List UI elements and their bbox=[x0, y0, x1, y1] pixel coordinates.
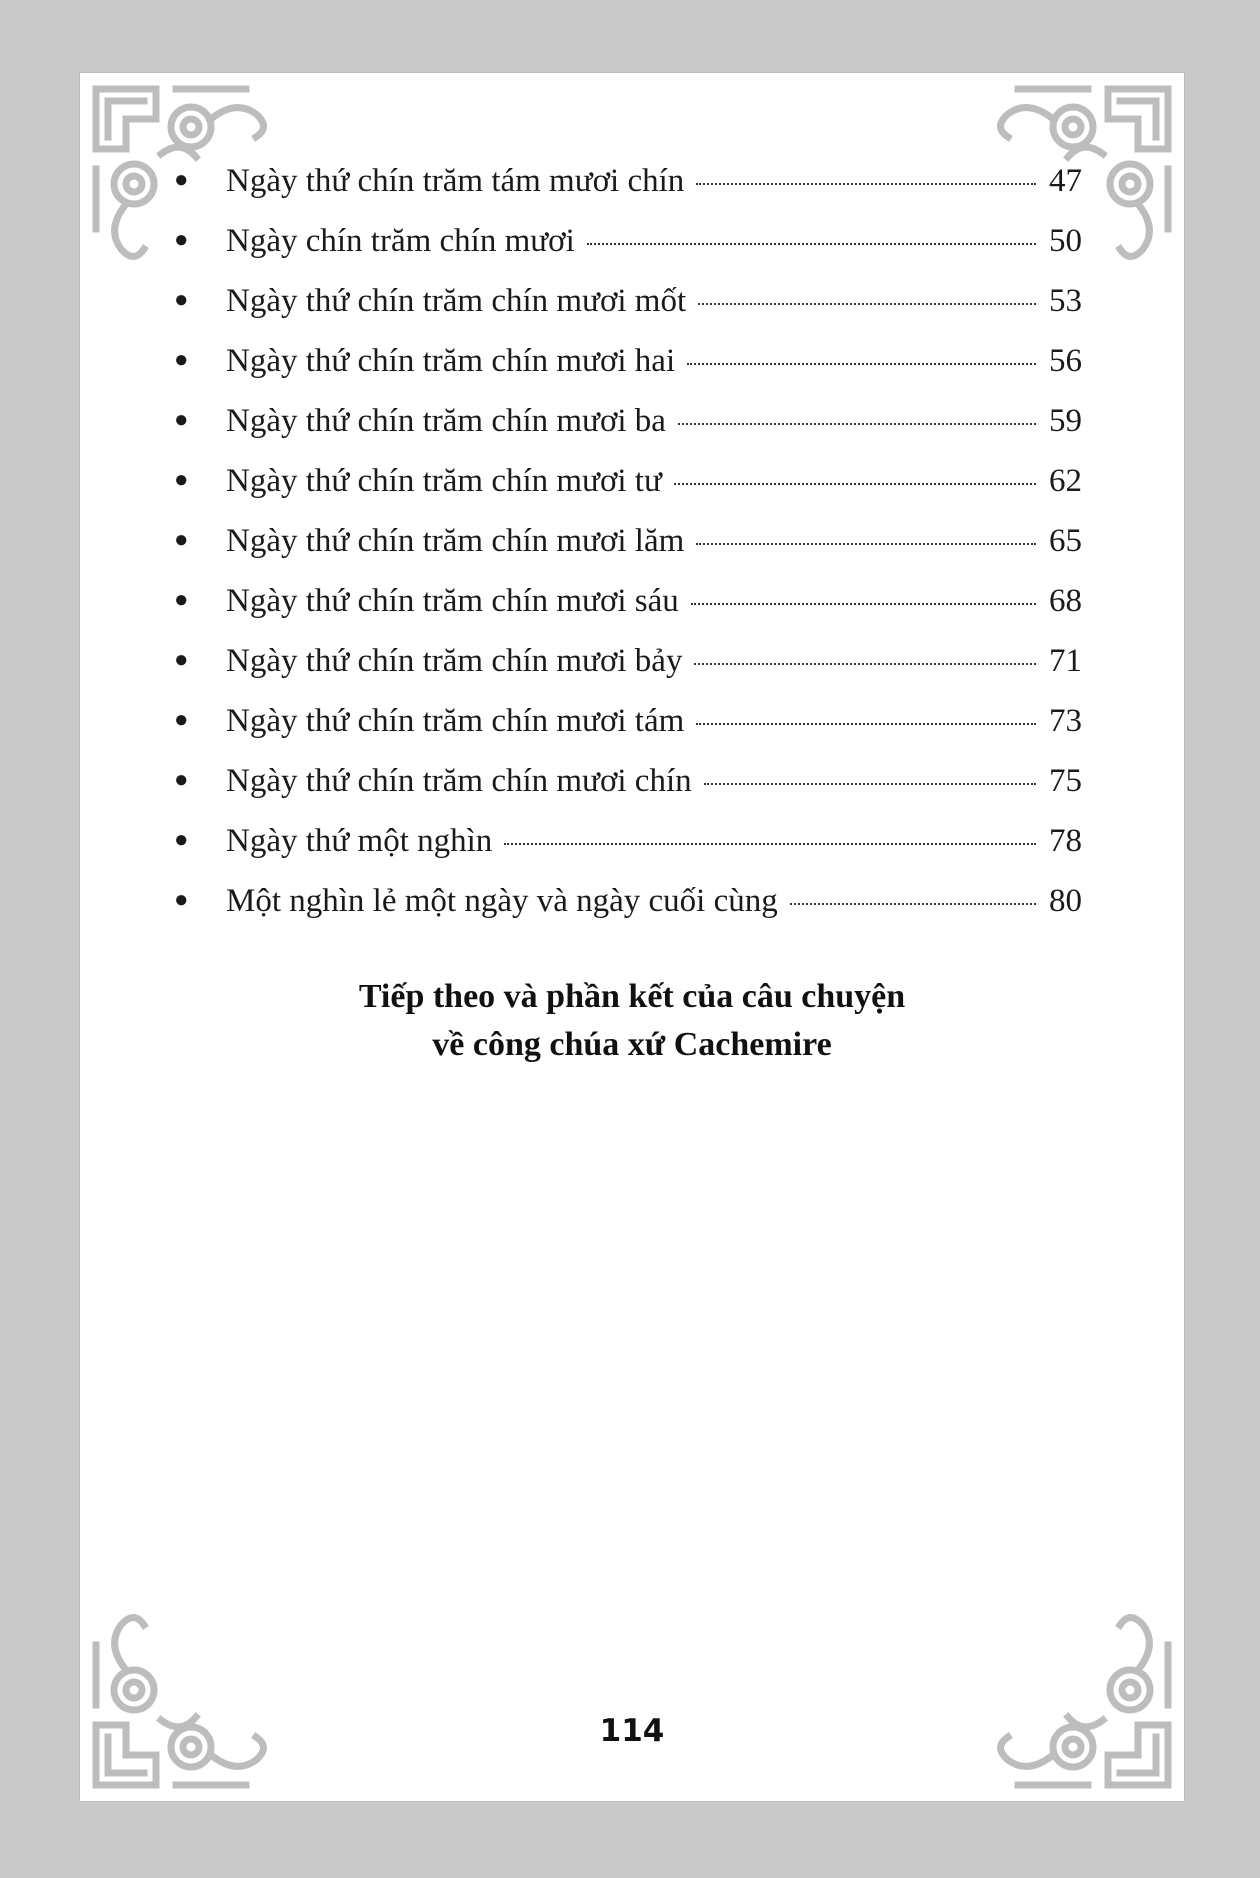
toc-entry-page: 56 bbox=[1049, 343, 1082, 379]
toc-entry-title: Ngày thứ chín trăm chín mươi bảy bbox=[226, 643, 683, 679]
toc-entry-title: Ngày chín trăm chín mươi bbox=[226, 223, 575, 259]
toc-entry-page: 71 bbox=[1049, 643, 1082, 679]
corner-ornament-icon bbox=[86, 1605, 286, 1795]
bullet-icon: ● bbox=[174, 527, 189, 553]
toc-entry-page: 62 bbox=[1049, 463, 1082, 499]
bullet-icon: ● bbox=[174, 767, 189, 793]
bullet-icon: ● bbox=[174, 167, 189, 193]
toc-entry[interactable] bbox=[174, 583, 1082, 643]
toc-entry-page: 78 bbox=[1049, 823, 1082, 859]
corner-ornament-icon bbox=[978, 1605, 1178, 1795]
dot-leader bbox=[504, 843, 1036, 845]
bullet-icon: ● bbox=[174, 287, 189, 313]
toc-entry[interactable] bbox=[174, 343, 1082, 403]
toc-entry-title: Ngày thứ chín trăm chín mươi ba bbox=[226, 403, 666, 439]
section-heading-line-1: Tiếp theo và phần kết của câu chuyện bbox=[358, 978, 906, 1015]
toc-entry[interactable] bbox=[174, 703, 1082, 763]
toc-entry-title: Ngày thứ chín trăm chín mươi mốt bbox=[226, 283, 687, 319]
dot-leader bbox=[674, 483, 1036, 485]
toc-entry-title: Ngày thứ chín trăm chín mươi sáu bbox=[226, 583, 679, 619]
page-number: 114 bbox=[599, 1713, 665, 1749]
toc-entry[interactable] bbox=[174, 883, 1082, 943]
dot-leader bbox=[691, 603, 1036, 605]
toc-entry-page: 80 bbox=[1049, 883, 1082, 919]
section-heading bbox=[80, 973, 1184, 1069]
toc-entry-title: Ngày thứ một nghìn bbox=[226, 823, 493, 859]
toc-entry-title: Ngày thứ chín trăm tám mươi chín bbox=[226, 163, 685, 199]
toc-entry-title: Ngày thứ chín trăm chín mươi tám bbox=[226, 703, 685, 739]
bullet-icon: ● bbox=[174, 707, 189, 733]
dot-leader bbox=[587, 243, 1036, 245]
toc-entry[interactable] bbox=[174, 643, 1082, 703]
bullet-icon: ● bbox=[174, 347, 189, 373]
toc-entry-page: 59 bbox=[1049, 403, 1082, 439]
dot-leader bbox=[790, 903, 1036, 905]
dot-leader bbox=[698, 303, 1036, 305]
dot-leader bbox=[694, 663, 1036, 665]
dot-leader bbox=[696, 183, 1036, 185]
dot-leader bbox=[696, 543, 1036, 545]
toc-entry-page: 73 bbox=[1049, 703, 1082, 739]
toc-entry[interactable] bbox=[174, 523, 1082, 583]
bullet-icon: ● bbox=[174, 827, 189, 853]
bullet-icon: ● bbox=[174, 467, 189, 493]
toc-entry[interactable] bbox=[174, 763, 1082, 823]
toc-entry-page: 68 bbox=[1049, 583, 1082, 619]
bullet-icon: ● bbox=[174, 587, 189, 613]
toc-entry[interactable] bbox=[174, 163, 1082, 223]
toc-entry-title: Ngày thứ chín trăm chín mươi hai bbox=[226, 343, 676, 379]
toc-entry-page: 47 bbox=[1049, 163, 1082, 199]
bullet-icon: ● bbox=[174, 407, 189, 433]
toc-entry-page: 53 bbox=[1049, 283, 1082, 319]
bullet-icon: ● bbox=[174, 227, 189, 253]
book-page bbox=[80, 73, 1184, 1801]
table-of-contents bbox=[174, 163, 1082, 943]
toc-entry-page: 50 bbox=[1049, 223, 1082, 259]
toc-entry[interactable] bbox=[174, 283, 1082, 343]
toc-entry[interactable] bbox=[174, 823, 1082, 883]
toc-entry[interactable] bbox=[174, 403, 1082, 463]
toc-entry-title: Ngày thứ chín trăm chín mươi chín bbox=[226, 763, 692, 799]
toc-entry-title: Một nghìn lẻ một ngày và ngày cuối cùng bbox=[226, 883, 778, 919]
bullet-icon: ● bbox=[174, 647, 189, 673]
toc-entry-title: Ngày thứ chín trăm chín mươi tư bbox=[226, 463, 662, 499]
dot-leader bbox=[687, 363, 1036, 365]
dot-leader bbox=[678, 423, 1036, 425]
toc-entry-page: 75 bbox=[1049, 763, 1082, 799]
toc-entry[interactable] bbox=[174, 463, 1082, 523]
toc-entry-page: 65 bbox=[1049, 523, 1082, 559]
dot-leader bbox=[704, 783, 1036, 785]
dot-leader bbox=[696, 723, 1036, 725]
section-heading-line-2: về công chúa xứ Cachemire bbox=[432, 1026, 832, 1063]
toc-entry[interactable] bbox=[174, 223, 1082, 283]
bullet-icon: ● bbox=[174, 887, 189, 913]
toc-entry-title: Ngày thứ chín trăm chín mươi lăm bbox=[226, 523, 685, 559]
